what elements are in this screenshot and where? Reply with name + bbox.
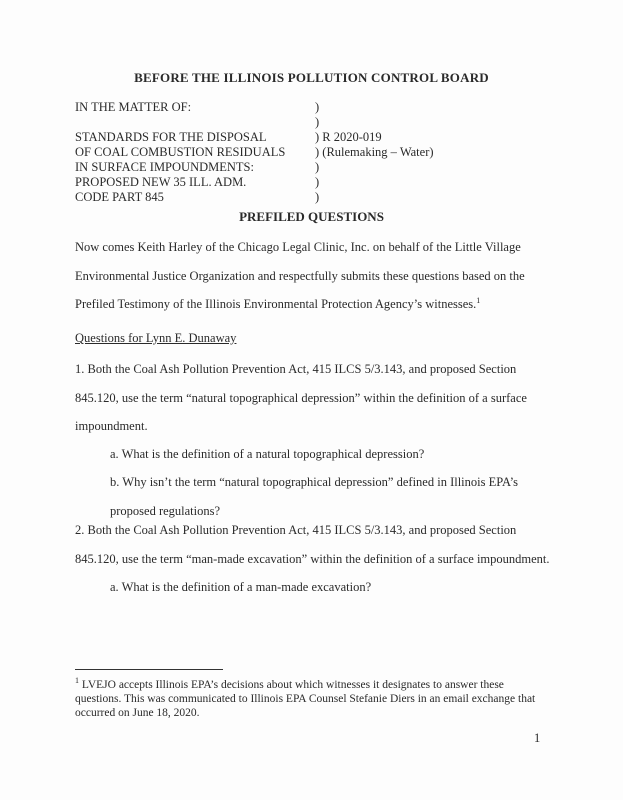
footnote-divider <box>75 669 223 670</box>
caption-row <box>75 145 545 160</box>
footnote-reference: 1 <box>476 295 481 305</box>
caption-left: OF COAL COMBUSTION RESIDUALS <box>75 145 286 159</box>
caption-left: IN THE MATTER OF: <box>75 100 192 114</box>
caption-right: ) <box>315 100 320 114</box>
caption-left: PROPOSED NEW 35 ILL. ADM. <box>75 175 247 189</box>
question-1: 1. Both the Coal Ash Pollution Prevention Act, 415 ILCS 5/3.143, and proposed Section 845.120, use the term “natural topographical depression” within the definition of a surface impoundment. <box>75 362 527 433</box>
caption-right: ) <box>315 115 320 129</box>
intro-text: Now comes Keith Harley of the Chicago Legal Clinic, Inc. on behalf of the Little Village Environmental Justice Organization and respectfully submits these questions based on the Prefiled Testimony of the Illinois Environmental Protection Agency’s witnesses. <box>75 240 525 311</box>
caption-left <box>75 115 315 130</box>
caption-right: ) (Rulemaking – Water) <box>315 145 434 159</box>
footnote-text: LVEJO accepts Illinois EPA’s decisions about which witnesses it designates to answer these questions. This was communicated to Illinois EPA Counsel Stefanie Diers in an email exchange that occurred on June 18, 2020. <box>75 679 536 719</box>
caption-row <box>75 130 545 145</box>
caption-left: CODE PART 845 <box>75 190 164 204</box>
caption-right: ) <box>315 190 320 204</box>
caption-row <box>75 190 545 205</box>
intro-paragraph <box>75 233 555 319</box>
question-2a: a. What is the definition of a man-made excavation? <box>110 580 372 594</box>
caption-row <box>75 175 545 190</box>
footnote-mark: 1 <box>75 676 79 686</box>
page-number: 1 <box>534 731 541 745</box>
caption-left: STANDARDS FOR THE DISPOSAL <box>75 130 267 144</box>
board-heading: BEFORE THE ILLINOIS POLLUTION CONTROL BOARD <box>134 70 489 85</box>
case-caption <box>75 100 545 205</box>
footnote <box>75 678 545 720</box>
question-2: 2. Both the Coal Ash Pollution Prevention Act, 415 ILCS 5/3.143, and proposed Section 845.120, use the term “man-made excavation” within the definition of a surface impoundment. <box>75 523 550 566</box>
question-1a: a. What is the definition of a natural topographical depression? <box>110 447 425 461</box>
caption-row <box>75 115 545 130</box>
section-title: PREFILED QUESTIONS <box>239 209 384 224</box>
caption-row <box>75 100 545 115</box>
caption-left: IN SURFACE IMPOUNDMENTS: <box>75 160 254 174</box>
questions-heading: Questions for Lynn E. Dunaway <box>75 331 237 345</box>
caption-right: ) <box>315 160 320 174</box>
caption-row <box>75 160 545 175</box>
question-1b: b. Why isn’t the term “natural topographical depression” defined in Illinois EPA’s proposed regulations? <box>110 475 519 518</box>
caption-right: ) <box>315 175 320 189</box>
caption-right: ) R 2020-019 <box>315 130 382 144</box>
